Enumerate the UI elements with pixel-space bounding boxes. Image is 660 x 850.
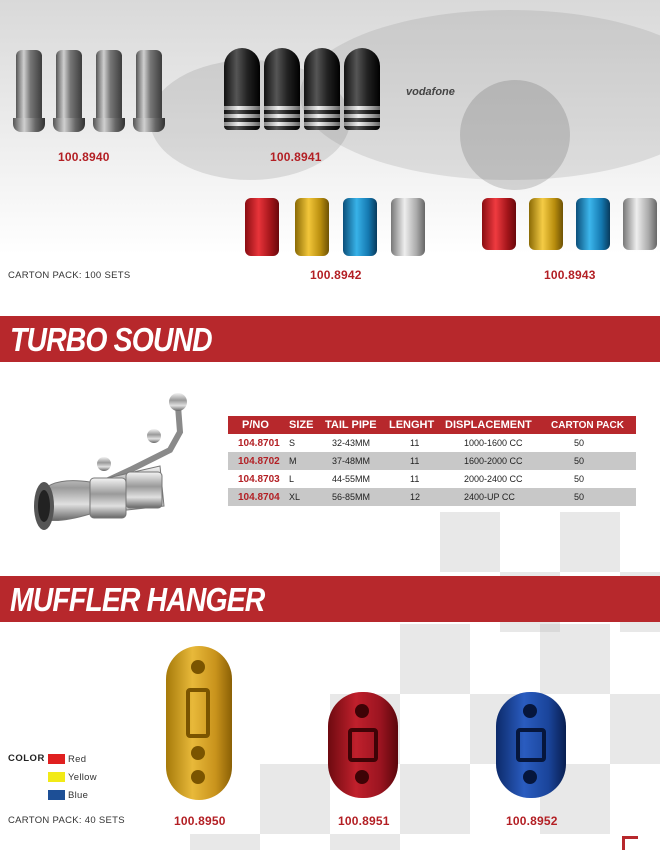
column-header-length: LENGHT <box>386 416 442 434</box>
cell-tail-pipe: 37-48MM <box>322 452 386 470</box>
cell-tail-pipe: 44-55MM <box>322 470 386 488</box>
cell-size: S <box>286 434 322 452</box>
cell-pno: 104.8703 <box>228 470 286 488</box>
column-header-displacement: DISPLACEMENT <box>442 416 548 434</box>
sponsor-text: vodafone <box>406 86 455 98</box>
color-legend <box>8 752 148 806</box>
product-image-turbo-sound <box>30 386 210 550</box>
cell-displacement: 1600-2000 CC <box>442 452 548 470</box>
cell-size: XL <box>286 488 322 506</box>
color-swatch-red <box>48 754 65 764</box>
cell-pno: 104.8702 <box>228 452 286 470</box>
cell-displacement: 1000-1600 CC <box>442 434 548 452</box>
cell-carton-pack: 50 <box>548 488 636 506</box>
cell-pno: 104.8704 <box>228 488 286 506</box>
cell-carton-pack: 50 <box>548 452 636 470</box>
cell-carton-pack: 50 <box>548 434 636 452</box>
product-image-8942 <box>245 198 435 260</box>
product-code-8940: 100.8940 <box>58 150 110 164</box>
cell-pno: 104.8701 <box>228 434 286 452</box>
cell-displacement: 2000-2400 CC <box>442 470 548 488</box>
cell-tail-pipe: 56-85MM <box>322 488 386 506</box>
cell-length: 12 <box>386 488 442 506</box>
product-image-8941 <box>222 48 382 138</box>
table-row <box>228 470 636 488</box>
turbo-sound-header-bar <box>0 316 660 362</box>
cell-length: 11 <box>386 470 442 488</box>
column-header-size: SIZE <box>286 416 322 434</box>
carton-pack-muffler-hanger: CARTON PACK: 40 SETS <box>8 815 125 826</box>
cell-length: 11 <box>386 452 442 470</box>
cell-size: M <box>286 452 322 470</box>
color-swatch-yellow <box>48 772 65 782</box>
table-row <box>228 452 636 470</box>
cell-tail-pipe: 32-43MM <box>322 434 386 452</box>
column-header-tail-pipe: TAIL PIPE <box>322 416 386 434</box>
section-title-muffler-hanger: MUFFLER HANGER <box>10 581 265 618</box>
color-name-blue: Blue <box>68 790 89 801</box>
muffler-hanger-header-bar <box>0 576 660 622</box>
cell-size: L <box>286 470 322 488</box>
carton-pack-valve-caps: CARTON PACK: 100 SETS <box>8 270 131 281</box>
product-code-8943: 100.8943 <box>544 268 596 282</box>
cell-length: 11 <box>386 434 442 452</box>
product-image-8950 <box>166 646 232 800</box>
cell-carton-pack: 50 <box>548 470 636 488</box>
cell-displacement: 2400-UP CC <box>442 488 548 506</box>
table-header-row <box>228 416 636 434</box>
product-image-8940 <box>14 48 164 138</box>
color-name-red: Red <box>68 754 87 765</box>
table-row <box>228 434 636 452</box>
column-header-pno: P/NO <box>228 416 286 434</box>
product-image-8952 <box>496 692 566 798</box>
product-code-8952: 100.8952 <box>506 814 558 828</box>
product-image-8943 <box>482 198 660 254</box>
section-title-turbo-sound: TURBO SOUND <box>10 321 212 358</box>
color-swatch-blue <box>48 790 65 800</box>
product-code-8951: 100.8951 <box>338 814 390 828</box>
color-name-yellow: Yellow <box>68 772 97 783</box>
product-code-8941: 100.8941 <box>270 150 322 164</box>
product-image-8951 <box>328 692 398 798</box>
table-row <box>228 488 636 506</box>
column-header-carton-pack: CARTON PACK <box>548 416 636 434</box>
color-label: COLOR <box>8 753 45 764</box>
turbo-sound-spec-table <box>228 416 636 506</box>
product-code-8942: 100.8942 <box>310 268 362 282</box>
corner-mark <box>622 836 638 850</box>
product-code-8950: 100.8950 <box>174 814 226 828</box>
